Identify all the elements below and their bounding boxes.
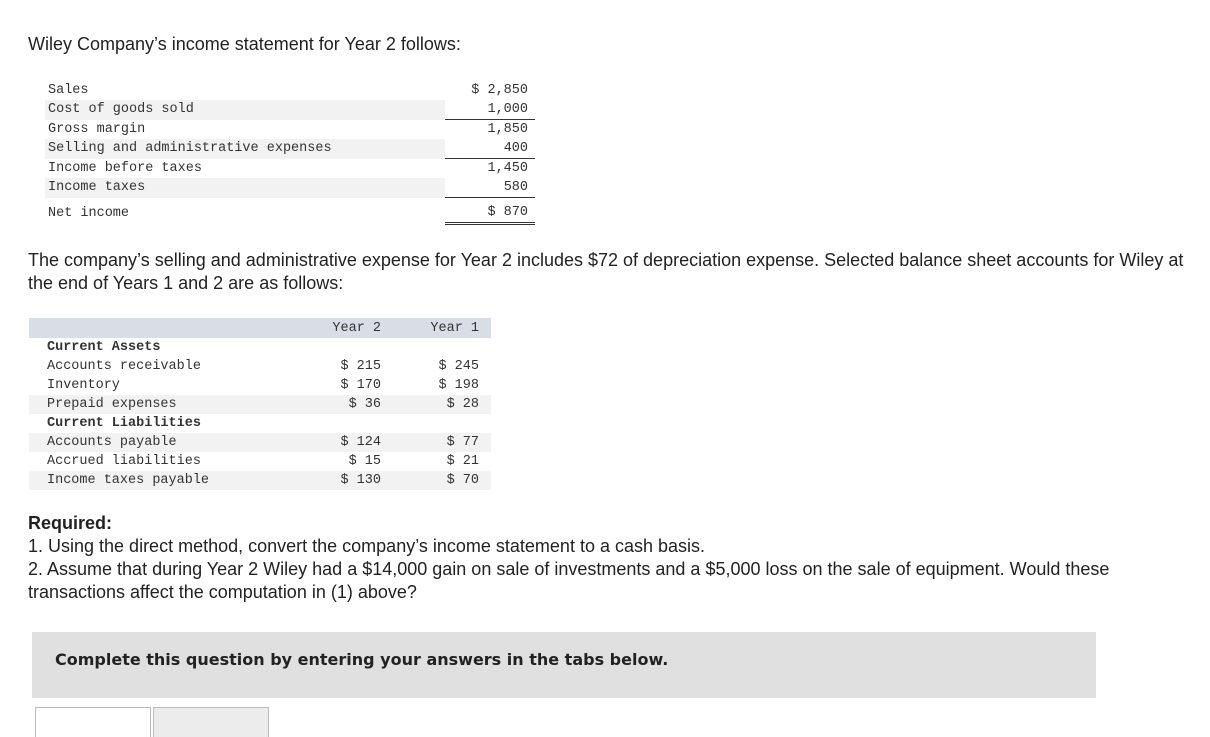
bs-year1-value: $ 21 [446, 454, 479, 469]
balance-sheet-table [29, 318, 491, 490]
bs-row-income-taxes-payable [29, 471, 491, 490]
is-amount: 1,000 [445, 100, 535, 120]
bs-year1-value: $ 77 [393, 433, 491, 452]
bs-label: Inventory [47, 378, 120, 393]
bs-section-label: Current Liabilities [47, 416, 201, 431]
bs-year1-value: $ 198 [438, 378, 479, 393]
bs-label: Accounts payable [29, 433, 295, 452]
bs-row-accounts-payable [29, 433, 491, 452]
bs-label: Accrued liabilities [47, 454, 201, 469]
bs-row-inventory [29, 376, 491, 395]
is-row-gross-margin [45, 120, 535, 140]
bs-label: Income taxes payable [29, 471, 295, 490]
is-amount: 1,850 [487, 122, 528, 137]
bs-year2-value: $ 170 [340, 378, 381, 393]
bs-header-year1: Year 1 [393, 318, 491, 338]
required-item-2: 2. Assume that during Year 2 Wiley had a $14,000 gain on sale of investments and a $5,000 loss on the sale of equipment. Would these transactions affect the computation in (1) above? [28, 559, 1110, 602]
depreciation-paragraph: The company’s selling and administrative expense for Year 2 includes $72 of depreciation expense. Selected balance sheet accounts for Wiley at the end of Years 1 and 2 are as follows: [28, 250, 1184, 293]
is-label: Income before taxes [48, 160, 202, 176]
bs-year2-value: $ 36 [295, 395, 393, 414]
income-statement-table [45, 81, 535, 225]
is-row-income-before-taxes [45, 159, 535, 179]
is-row-sales [45, 81, 535, 100]
instruction-banner [32, 632, 1096, 698]
bs-row-accounts-receivable [29, 357, 491, 376]
is-label: Sales [48, 83, 89, 98]
required-title: Required: [28, 513, 113, 533]
bs-section-current-assets [29, 338, 491, 357]
bs-year1-value: $ 70 [393, 471, 491, 490]
is-row-cogs [45, 100, 535, 120]
is-row-net-income [45, 198, 535, 224]
required-item-1: 1. Using the direct method, convert the company’s income statement to a cash basis. [28, 536, 706, 556]
is-amount: 580 [445, 178, 535, 198]
is-amount: $ 2,850 [471, 83, 528, 98]
required-section [28, 512, 1198, 604]
bs-year1-value: $ 245 [438, 359, 479, 374]
is-label: Gross margin [48, 121, 146, 137]
is-label: Selling and administrative expenses [45, 139, 445, 159]
bs-label: Prepaid expenses [29, 395, 295, 414]
bs-year1-value: $ 28 [393, 395, 491, 414]
is-amount: $ 870 [445, 198, 535, 224]
bs-row-prepaid-expenses [29, 395, 491, 414]
bs-year2-value: $ 215 [340, 359, 381, 374]
bs-year2-value: $ 130 [295, 471, 393, 490]
bs-year2-value: $ 15 [348, 454, 381, 469]
is-label: Income taxes [45, 178, 445, 198]
bs-year2-value: $ 124 [295, 433, 393, 452]
is-row-sga [45, 139, 535, 159]
is-amount: 1,450 [487, 161, 528, 176]
is-row-income-taxes [45, 178, 535, 198]
is-amount: 400 [445, 139, 535, 159]
answer-tab-2[interactable] [153, 707, 269, 737]
bs-header-year2: Year 2 [295, 318, 393, 338]
bs-header-row [29, 318, 491, 338]
bs-section-label: Current Assets [47, 340, 161, 355]
instruction-text: Complete this question by entering your answers in the tabs below. [55, 650, 669, 669]
answer-tab-1[interactable] [35, 707, 151, 737]
bs-row-accrued-liabilities [29, 452, 491, 471]
is-label: Cost of goods sold [45, 100, 445, 120]
bs-section-current-liabilities [29, 414, 491, 433]
is-label: Net income [48, 205, 130, 221]
intro-text: Wiley Company’s income statement for Year 2 follows: [28, 34, 461, 54]
bs-label: Accounts receivable [47, 359, 201, 374]
